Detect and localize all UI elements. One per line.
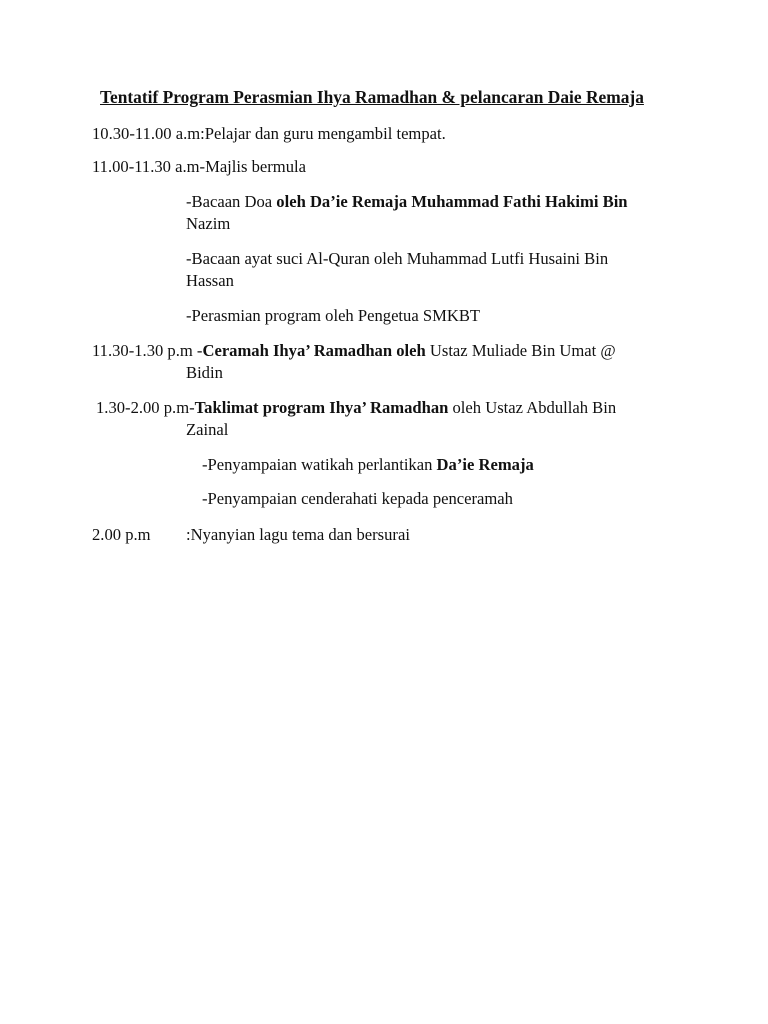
- item-continuation: Bidin: [186, 363, 223, 382]
- schedule-item-5: [92, 524, 151, 546]
- subitem-prefix: -Penyampaian watikah perlantikan: [202, 455, 437, 474]
- subitem-prefix: -Bacaan Doa: [186, 192, 277, 211]
- subitem-bacaan-doa: [186, 191, 656, 235]
- item-4-continuation: [186, 419, 656, 441]
- item-text: Majlis bermula: [205, 157, 306, 176]
- subitem-bacaan-quran: [186, 248, 656, 292]
- item-3-continuation: [186, 362, 656, 384]
- item-text: :Nyanyian lagu tema dan bersurai: [186, 525, 410, 544]
- subitem-watikah: [202, 454, 672, 476]
- item-time: 2.00 p.m: [92, 525, 151, 544]
- item-time: 11.30-1.30 p.m -: [92, 341, 203, 360]
- item-time: 11.00-11.30 a.m-: [92, 157, 206, 176]
- schedule-item-1: [92, 123, 446, 145]
- subitem-continuation: Hassan: [186, 271, 234, 290]
- document-title: Tentatif Program Perasmian Ihya Ramadhan & pelancaran Daie Remaja: [100, 87, 644, 107]
- subitem-cenderahati: [202, 488, 672, 510]
- subitem-perasmian: [186, 305, 656, 327]
- subitem-line: -Bacaan ayat suci Al-Quran oleh Muhammad Lutfi Husaini Bin: [186, 249, 609, 268]
- subitem-line: -Perasmian program oleh Pengetua SMKBT: [186, 306, 481, 325]
- schedule-item-4: [96, 397, 616, 419]
- item-bold-text: Ceramah Ihya’ Ramadhan oleh: [202, 341, 426, 360]
- subitem-bold-text: oleh Da’ie Remaja Muhammad Fathi Hakimi Bin: [276, 192, 628, 211]
- item-text: Pelajar dan guru mengambil tempat.: [204, 124, 446, 143]
- subitem-bold-text: Da’ie Remaja: [436, 455, 534, 474]
- schedule-item-2: [92, 156, 306, 178]
- item-time: 1.30-2.00 p.m-: [96, 398, 195, 417]
- item-bold-text: Taklimat program Ihya’ Ramadhan: [194, 398, 449, 417]
- schedule-item-3: [92, 340, 616, 362]
- item-text: oleh Ustaz Abdullah Bin: [448, 398, 617, 417]
- item-text: Ustaz Muliade Bin Umat @: [425, 341, 616, 360]
- item-time: 10.30-11.00 a.m:: [92, 124, 205, 143]
- item-continuation: Zainal: [186, 420, 229, 439]
- schedule-item-5-text: [186, 524, 410, 546]
- subitem-continuation: Nazim: [186, 214, 231, 233]
- subitem-line: -Penyampaian cenderahati kepada penceramah: [202, 489, 513, 508]
